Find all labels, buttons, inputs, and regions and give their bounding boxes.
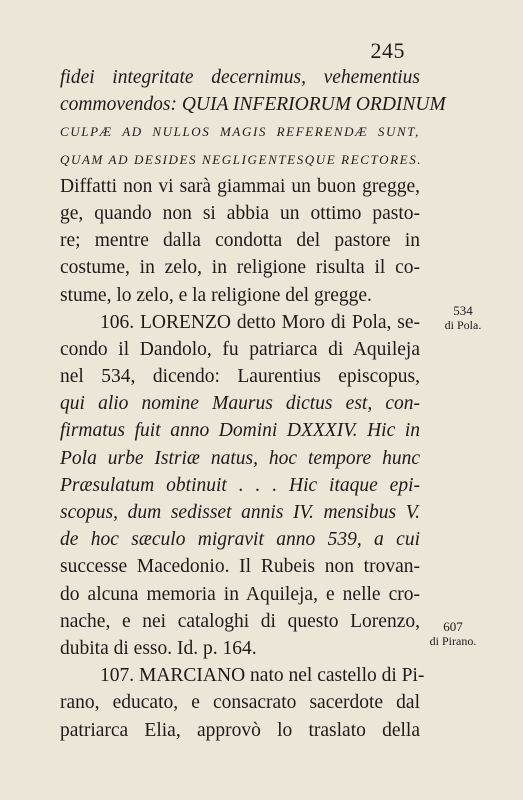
text-line: de hoc sæculo migravit anno 539, a cui xyxy=(60,529,420,551)
text-line: commovendos: QUIA INFERIORUM ORDINUM xyxy=(60,94,446,116)
text-line: costume, in zelo, in religione risulta il co- xyxy=(60,257,420,279)
text-line: Diffatti non vi sarà giammai un buon gregge, xyxy=(60,175,420,197)
margin-note-year: 534 xyxy=(453,303,473,318)
text-line: Pola urbe Istriæ natus, hoc tempore hunc xyxy=(60,447,420,469)
text-line: QUAM AD DESIDES NEGLIGENTESQUE RECTORES. xyxy=(60,151,423,167)
margin-note-place: di Pirano. xyxy=(429,634,477,648)
body-text xyxy=(60,64,446,744)
text-line: firmatus fuit anno Domini DXXXIV. Hic in xyxy=(60,420,420,442)
text-line: Præsulatum obtinuit . . . Hic itaque epi- xyxy=(60,474,420,496)
text-line: re; mentre dalla condotta del pastore in xyxy=(60,230,420,252)
margin-note xyxy=(418,620,488,648)
text-line: 106. LORENZO detto Moro di Pola, se- xyxy=(100,311,420,333)
text-line: qui alio nomine Maurus dictus est, con- xyxy=(60,393,420,415)
text-line: patriarca Elia, approvò lo traslato della xyxy=(60,719,420,741)
text-line: do alcuna memoria in Aquileja, e nelle cro- xyxy=(60,583,420,605)
text-line: successe Macedonio. Il Rubeis non trovan- xyxy=(60,556,420,578)
text-line: nel 534, dicendo: Laurentius episcopus, xyxy=(60,366,420,388)
text-line: scopus, dum sedisset annis IV. mensibus V. xyxy=(60,502,420,523)
text-line: condo il Dandolo, fu patriarca di Aquileja xyxy=(60,338,420,360)
text-line: nache, e nei cataloghi di questo Lorenzo, xyxy=(60,610,420,632)
text-line: stume, lo zelo, e la religione del gregge. xyxy=(60,284,372,306)
margin-note-place: di Pola. xyxy=(444,318,482,332)
text-line: fidei integritate decernimus, vehementius xyxy=(60,67,420,88)
text-line: rano, educato, e consacrato sacerdote dal xyxy=(60,692,420,714)
text-line: CULPÆ AD NULLOS MAGIS REFERENDÆ SUNT, xyxy=(60,124,420,140)
text-line: dubita di esso. Id. p. 164. xyxy=(60,637,257,659)
margin-note xyxy=(428,304,498,332)
text-line: ge, quando non si abbia un ottimo pasto- xyxy=(60,202,420,224)
page-number: 245 xyxy=(370,38,405,63)
margin-note-year: 607 xyxy=(443,619,463,634)
text-line: 107. MARCIANO nato nel castello di Pi- xyxy=(100,665,425,687)
